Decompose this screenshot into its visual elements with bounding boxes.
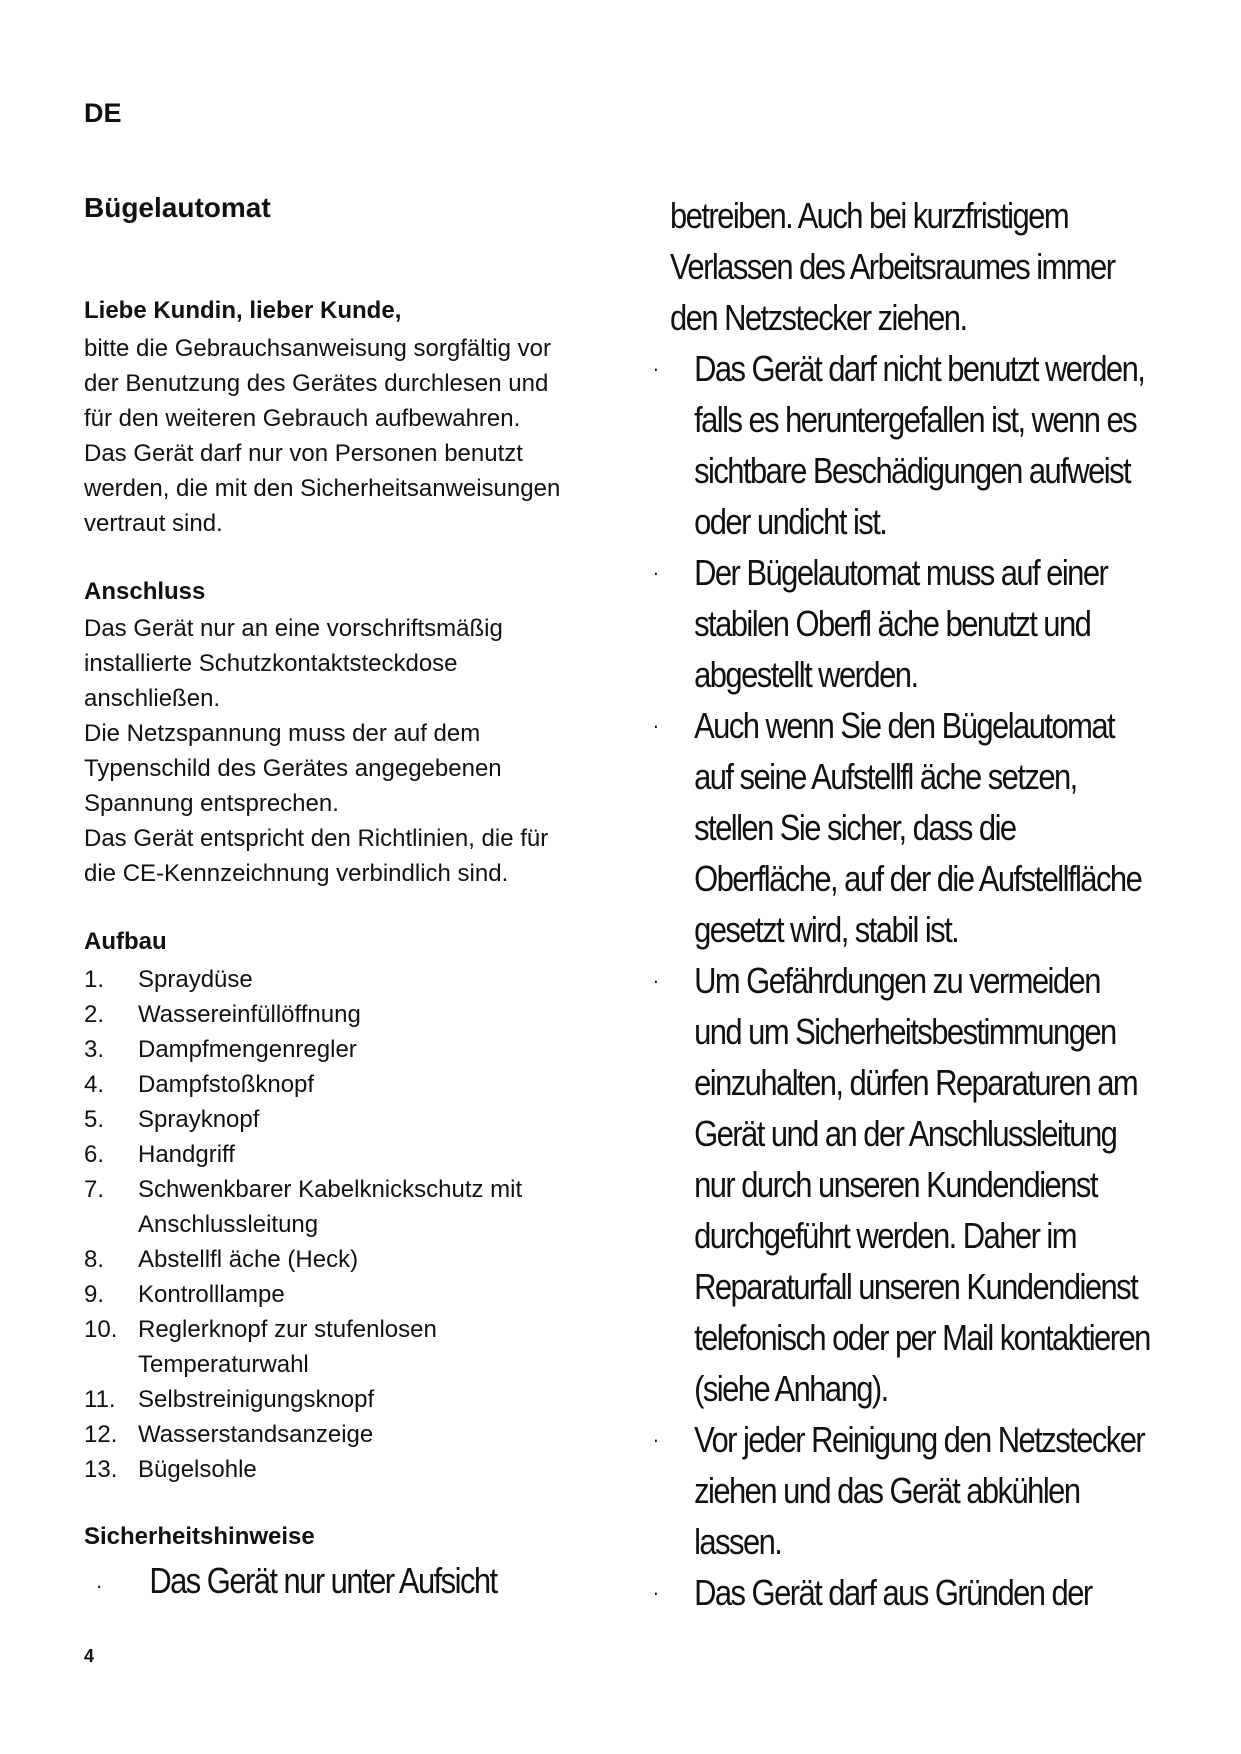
parts-item-label: Reglerknopf zur stufenlosen Temperaturwahl	[138, 1316, 437, 1378]
parts-list-item	[84, 1312, 644, 1382]
safety-bullet-text: Der Bügelautomat muss auf einer stabilen Oberfl äche benutzt und abgestellt werden.	[694, 552, 1108, 695]
bullet-dot: ·	[652, 356, 658, 381]
parts-item-number: 7.	[84, 1176, 105, 1203]
parts-list-item	[84, 997, 644, 1032]
parts-item-number: 8.	[84, 1246, 105, 1273]
bullet-dot: ·	[652, 713, 658, 738]
intro-text: bitte die Gebrauchsanweisung sorgfältig vor der Benutzung des Gerätes durchlesen und für den weiteren Gebrauch aufbewahren. Das Gerät darf nur von Personen benutzt werden, die mit den Sicherheitsanweisungen vertraut sind.	[84, 335, 561, 537]
structure-heading: Aufbau	[84, 928, 167, 955]
safety-bullet	[653, 343, 1221, 547]
parts-list-item	[84, 1277, 644, 1312]
parts-list-item	[84, 962, 644, 997]
safety-bullet	[653, 955, 1221, 1414]
parts-item-number: 5.	[84, 1106, 105, 1133]
parts-item-number: 3.	[84, 1036, 105, 1063]
parts-item-label: Sprayknopf	[138, 1106, 260, 1133]
safety-bullet-text: Das Gerät darf aus Gründen der	[694, 1572, 1092, 1613]
safety-bullet	[653, 1567, 1221, 1618]
parts-item-label: Abstellfl äche (Heck)	[138, 1246, 359, 1273]
parts-item-label: Spraydüse	[138, 966, 253, 993]
parts-item-label: Handgriff	[138, 1141, 235, 1168]
parts-list-item	[84, 1137, 644, 1172]
safety-bullet	[653, 700, 1221, 955]
parts-item-number: 13.	[84, 1456, 118, 1483]
parts-item-number: 6.	[84, 1141, 105, 1168]
safety-heading: Sicherheitshinweise	[84, 1523, 315, 1550]
parts-item-label: Bügelsohle	[138, 1456, 257, 1483]
safety-bullet	[653, 1414, 1221, 1567]
bullet-dot: ·	[96, 1573, 101, 1598]
parts-list-item	[84, 1067, 644, 1102]
language-code: DE	[84, 98, 122, 128]
parts-list-item	[84, 1452, 644, 1487]
parts-item-number: 2.	[84, 1001, 105, 1028]
connection-text: Das Gerät nur an eine vorschriftsmäßig installierte Schutzkontaktsteckdose anschließen. Die Netzspannung muss der auf dem Typenschild des Gerätes angegebenen Spannung entsprechen. Das Gerät entspricht den Richtlinien, die für die CE-Kennzeichnung verbindlich sind.	[84, 615, 549, 887]
parts-item-label: Wassereinfüllöffnung	[138, 1001, 361, 1028]
parts-list	[84, 962, 644, 1487]
bullet-dot: ·	[652, 560, 658, 585]
safety-bullet-text: Auch wenn Sie den Bügelautomat auf seine Aufstellfl äche setzen, stellen Sie sicher, dass die Oberfläche, auf der die Aufstellfläche gesetzt wird, stabil ist.	[694, 705, 1142, 950]
parts-item-label: Schwenkbarer Kabelknickschutz mit Anschlussleitung	[138, 1176, 523, 1238]
bullet-dot: ·	[652, 968, 658, 993]
parts-item-label: Selbstreinigungsknopf	[138, 1386, 375, 1413]
parts-item-number: 11.	[84, 1386, 116, 1413]
page-number: 4	[84, 1646, 95, 1666]
safety-bullet-first	[96, 1560, 698, 1611]
parts-item-label: Wasserstandsanzeige	[138, 1421, 374, 1448]
safety-bullet	[653, 547, 1221, 700]
parts-item-label: Dampfstoßknopf	[138, 1071, 315, 1098]
parts-item-label: Dampfmengenregler	[138, 1036, 357, 1063]
safety-bullet-text: Um Gefährdungen zu vermeiden und um Sicherheitsbestimmungen einzuhalten, dürfen Reparaturen am Gerät und an der Anschlussleitung nur durch unseren Kundendienst durchgeführt werden. Daher im Reparaturfall unseren Kundendienst telefonisch oder per Mail kontaktieren (siehe Anhang).	[694, 960, 1150, 1409]
parts-item-number: 9.	[84, 1281, 105, 1308]
safety-right-column	[652, 190, 1220, 1618]
parts-list-item	[84, 1102, 644, 1137]
safety-bullet-text: Das Gerät nur unter Aufsicht	[149, 1560, 497, 1601]
parts-list-item	[84, 1172, 644, 1242]
parts-list-item	[84, 1382, 644, 1417]
safety-continuation: betreiben. Auch bei kurzfristigem Verlassen des Arbeitsraumes immer den Netzstecker ziehen.	[670, 195, 1115, 338]
page-title: Bügelautomat	[84, 192, 271, 223]
safety-bullet-text: Vor jeder Reinigung den Netzstecker ziehen und das Gerät abkühlen lassen.	[694, 1419, 1145, 1562]
parts-list-item	[84, 1417, 644, 1452]
parts-item-number: 4.	[84, 1071, 105, 1098]
safety-bullet-text: Das Gerät darf nicht benutzt werden, falls es heruntergefallen ist, wenn es sichtbare Beschädigungen aufweist oder undicht ist.	[694, 348, 1145, 542]
parts-item-label: Kontrolllampe	[138, 1281, 285, 1308]
parts-item-number: 12.	[84, 1421, 118, 1448]
bullet-dot: ·	[652, 1427, 658, 1452]
parts-item-number: 1.	[84, 966, 105, 993]
bullet-dot: ·	[652, 1580, 658, 1605]
parts-item-number: 10.	[84, 1316, 118, 1343]
parts-list-item	[84, 1032, 644, 1067]
greeting-heading: Liebe Kundin, lieber Kunde,	[84, 297, 402, 324]
parts-list-item	[84, 1242, 644, 1277]
connection-heading: Anschluss	[84, 578, 206, 605]
